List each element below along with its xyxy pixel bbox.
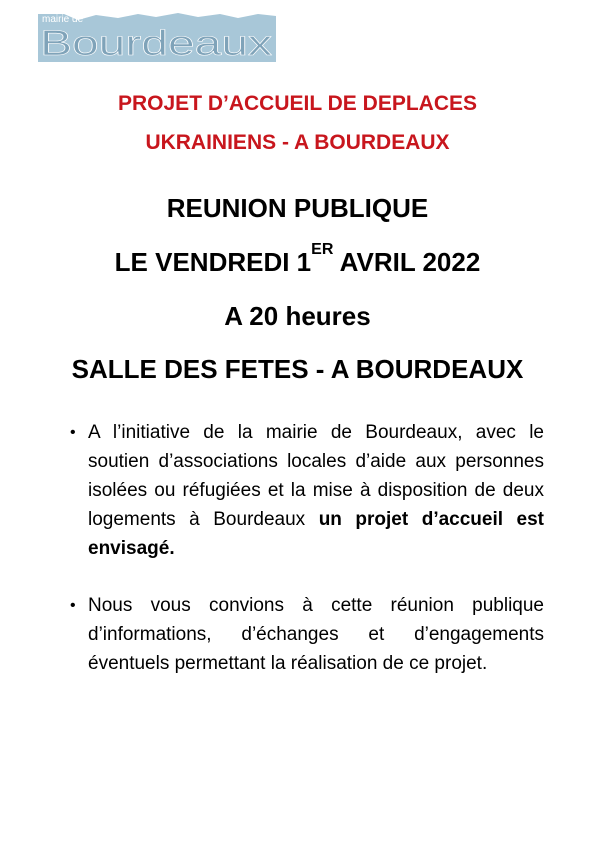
project-title-line-1: PROJET D’ACCUEIL DE DEPLACES bbox=[118, 92, 477, 115]
bullet-bold-text: un projet d’accueil est envisagé. bbox=[88, 509, 545, 559]
info-list bbox=[66, 418, 544, 678]
mairie-logo bbox=[38, 12, 276, 62]
logo-name: Bourdeaux bbox=[40, 24, 273, 62]
bullet-text: Nous vous convions à cette réunion publique d’informations, d’échanges et d’engagements éventuels permettant la réalisation de ce projet. bbox=[88, 595, 544, 674]
bullet-icon: • bbox=[70, 424, 76, 441]
mountain-logo-graphic bbox=[38, 12, 276, 62]
list-item bbox=[66, 418, 544, 563]
bullet-icon: • bbox=[70, 597, 76, 614]
project-title-line-2: UKRAINIENS - A BOURDEAUX bbox=[145, 131, 450, 154]
meeting-heading: REUNION PUBLIQUE bbox=[166, 193, 429, 223]
logo-small-text: mairie de bbox=[42, 14, 84, 25]
list-item bbox=[66, 591, 544, 678]
date-month-year: AVRIL 2022 bbox=[333, 247, 481, 277]
date-ordinal: ER bbox=[311, 241, 334, 258]
date-heading bbox=[0, 241, 595, 279]
date-text: LE VENDREDI 1 bbox=[114, 247, 312, 277]
venue-heading: SALLE DES FETES - A BOURDEAUX bbox=[71, 354, 524, 384]
bullet-text: A l’initiative de la mairie de Bourdeaux, avec le soutien d’associations locales d’aide aux personnes isolées ou réfugiées et la mise à disposition de deux logements à Bourdeaux bbox=[88, 422, 544, 530]
time-heading: A 20 heures bbox=[224, 301, 371, 331]
